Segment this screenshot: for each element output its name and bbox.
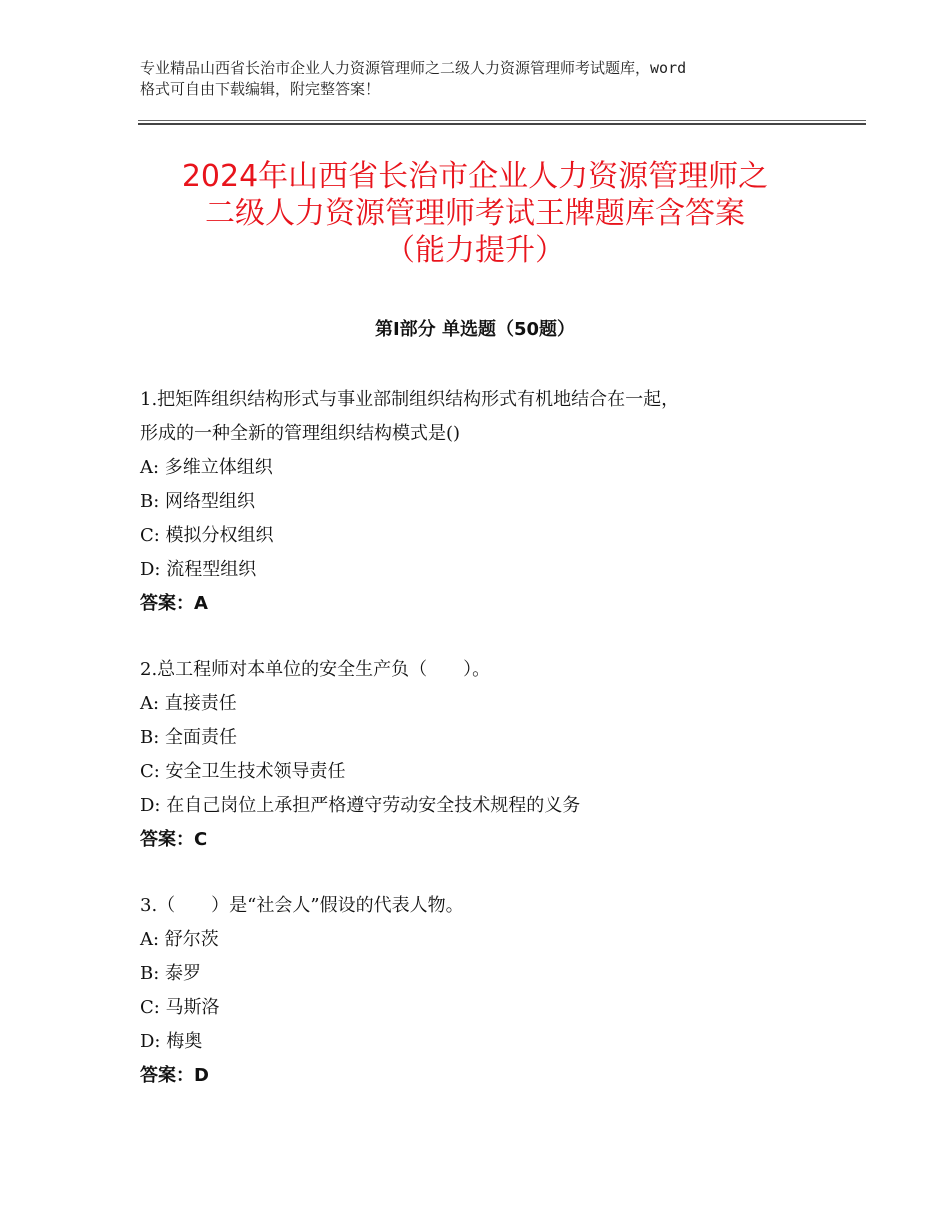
question-1-stem-line-2: 形成的一种全新的管理组织结构模式是() — [140, 423, 461, 444]
question-3-option-a: A: 舒尔茨 — [140, 929, 219, 950]
question-1-stem-line-1: 1.把矩阵组织结构形式与事业部制组织结构形式有机地结合在一起， — [140, 389, 680, 410]
question-3-stem-line-1: 3.（ ）是“社会人”假设的代表人物。 — [140, 895, 464, 916]
question-1-option-d: D: 流程型组织 — [140, 559, 257, 580]
document-title — [100, 158, 850, 269]
question-2 — [140, 653, 820, 857]
question-2-option-b: B: 全面责任 — [140, 727, 238, 748]
question-3-option-b: B: 泰罗 — [140, 963, 202, 984]
question-2-option-d: D: 在自己岗位上承担严格遵守劳动安全技术规程的义务 — [140, 795, 581, 816]
question-2-answer: 答案：C — [140, 829, 208, 850]
header-divider-thick — [138, 123, 866, 125]
section-heading: 第Ⅰ部分 单选题（50题） — [374, 319, 575, 340]
header-note — [140, 58, 830, 100]
question-1 — [140, 383, 820, 621]
question-2-stem-line-1: 2.总工程师对本单位的安全生产负（ ）。 — [140, 659, 491, 680]
question-2-option-c: C: 安全卫生技术领导责任 — [140, 761, 346, 782]
question-3 — [140, 889, 820, 1093]
header-note-line-2: 格式可自由下载编辑，附完整答案！ — [140, 80, 381, 98]
header-note-line-1: 专业精品山西省长治市企业人力资源管理师之二级人力资源管理师考试题库，word — [140, 59, 687, 77]
question-3-option-c: C: 马斯洛 — [140, 997, 220, 1018]
question-1-answer: 答案：A — [140, 593, 208, 614]
question-list — [140, 383, 820, 1125]
question-2-option-a: A: 直接责任 — [140, 693, 237, 714]
header-divider-thin — [138, 120, 866, 121]
title-line-1: 2024年山西省长治市企业人力资源管理师之 — [181, 159, 769, 194]
question-1-option-c: C: 模拟分权组织 — [140, 525, 274, 546]
question-1-option-b: B: 网络型组织 — [140, 491, 256, 512]
question-1-option-a: A: 多维立体组织 — [140, 457, 273, 478]
title-line-2: 二级人力资源管理师考试王牌题库含答案 — [205, 196, 745, 231]
title-line-3: （能力提升） — [385, 233, 565, 268]
question-3-answer: 答案：D — [140, 1065, 209, 1086]
question-3-option-d: D: 梅奥 — [140, 1031, 203, 1052]
